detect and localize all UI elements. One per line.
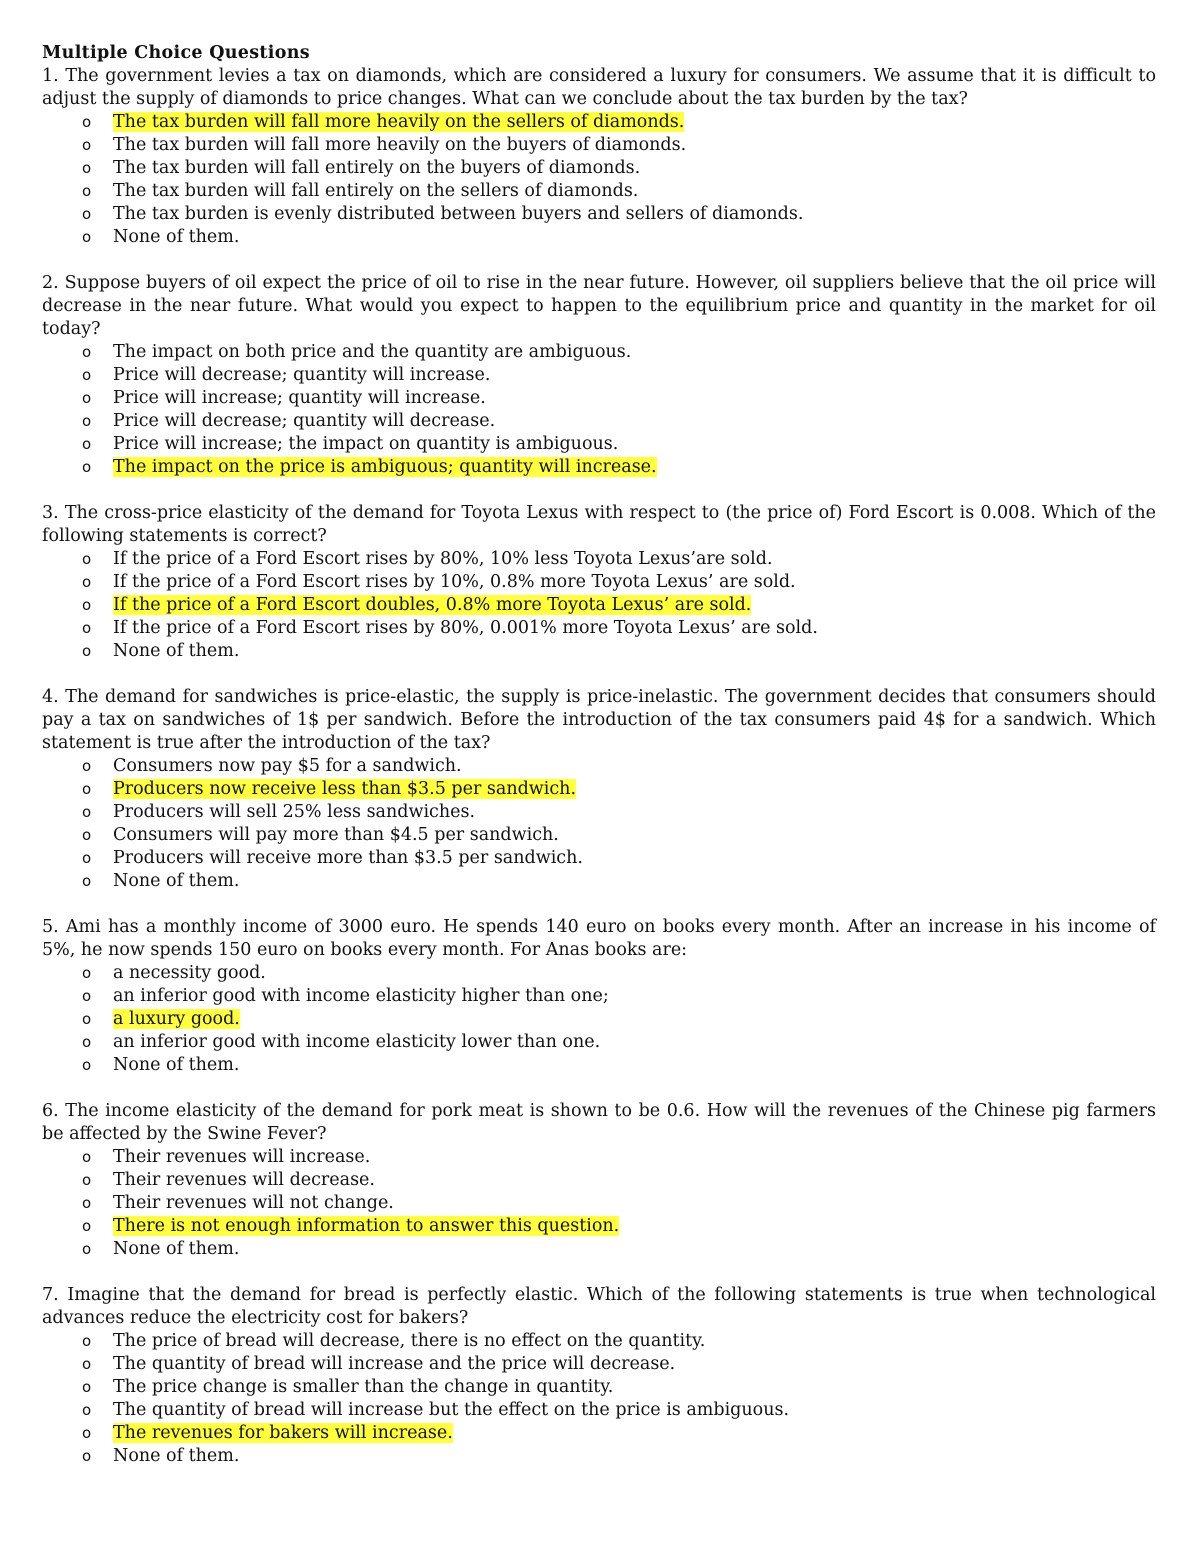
answer-option-text: The price of bread will decrease, there is no effect on the quantity. [113,1331,706,1351]
answer-option-text: Their revenues will decrease. [113,1170,375,1190]
bullet-icon: o [82,1033,92,1051]
answer-option [42,571,1156,594]
question-stem: 1. The government levies a tax on diamonds, which are considered a luxury for consumers. We assume that it is difficult to adjust the supply of diamonds to price changes. What can we conclude about the tax burden by the tax? [42,66,1156,109]
answer-options [42,1146,1156,1261]
answer-option-text: Consumers now pay $5 for a sandwich. [113,756,462,776]
answer-option [42,824,1156,847]
bullet-icon: o [82,1056,92,1074]
bullet-icon: o [82,366,92,384]
answer-option [42,548,1156,571]
answer-option [42,985,1156,1008]
answer-option [42,870,1156,893]
answer-option-highlighted [42,594,1156,617]
bullet-icon: o [82,159,92,177]
bullet-icon: o [82,1010,92,1028]
answer-option-text: Price will increase; quantity will increase. [113,388,486,408]
bullet-icon: o [82,113,92,131]
bullet-icon: o [82,757,92,775]
answer-option-highlighted [42,1422,1156,1445]
bullet-icon: o [82,1355,92,1373]
answer-option-text: an inferior good with income elasticity higher than one; [113,986,609,1006]
answer-option-text: The tax burden will fall more heavily on the sellers of diamonds. [113,112,685,132]
answer-option-text: Producers will receive more than $3.5 per sandwich. [113,848,583,868]
question-stem: 2. Suppose buyers of oil expect the price of oil to rise in the near future. However, oil suppliers believe that the oil price will decrease in the near future. What would you expect to happen to the equilibrium price and quantity in the market for oil today? [42,273,1156,339]
answer-option-text: The price change is smaller than the change in quantity. [113,1377,614,1397]
question-stem: 6. The income elasticity of the demand for pork meat is shown to be 0.6. How will the revenues of the Chinese pig farmers be affected by the Swine Fever? [42,1101,1156,1144]
answer-option-text: None of them. [113,1446,240,1466]
answer-option [42,1399,1156,1422]
question-4 [42,686,1156,893]
answer-option-text: If the price of a Ford Escort doubles, 0.8% more Toyota Lexus’ are sold. [113,595,752,615]
answer-option-text: Their revenues will not change. [113,1193,394,1213]
answer-option [42,1330,1156,1353]
answer-option-text: The impact on the price is ambiguous; quantity will increase. [113,457,657,477]
answer-option [42,410,1156,433]
answer-option-text: The quantity of bread will increase but the effect on the price is ambiguous. [113,1400,790,1420]
answer-option-text: There is not enough information to answer this question. [113,1216,620,1236]
answer-option-highlighted [42,778,1156,801]
question-5 [42,916,1156,1077]
bullet-icon: o [82,228,92,246]
answer-option [42,1169,1156,1192]
bullet-icon: o [82,826,92,844]
bullet-icon: o [82,1217,92,1235]
answer-option-text: Their revenues will increase. [113,1147,371,1167]
answer-option-text: The impact on both price and the quantity are ambiguous. [113,342,632,362]
bullet-icon: o [82,642,92,660]
question-1 [42,65,1156,249]
answer-options [42,341,1156,479]
answer-option-text: Price will decrease; quantity will increase. [113,365,491,385]
answer-option [42,134,1156,157]
bullet-icon: o [82,849,92,867]
bullet-icon: o [82,1424,92,1442]
answer-option [42,433,1156,456]
bullet-icon: o [82,389,92,407]
answer-option-text: The revenues for bakers will increase. [113,1423,453,1443]
answer-options [42,111,1156,249]
answer-option-text: Price will decrease; quantity will decrease. [113,411,496,431]
bullet-icon: o [82,872,92,890]
answer-option [42,1445,1156,1468]
answer-option [42,1054,1156,1077]
answer-option-text: a luxury good. [113,1009,240,1029]
answer-option [42,364,1156,387]
answer-option [42,1192,1156,1215]
bullet-icon: o [82,458,92,476]
answer-option-text: Producers will sell 25% less sandwiches. [113,802,476,822]
answer-option-text: None of them. [113,227,240,247]
answer-option [42,387,1156,410]
answer-option-text: None of them. [113,871,240,891]
answer-option-text: The tax burden will fall entirely on the sellers of diamonds. [113,181,639,201]
bullet-icon: o [82,964,92,982]
answer-option-text: If the price of a Ford Escort rises by 10%, 0.8% more Toyota Lexus’ are sold. [113,572,796,592]
question-3 [42,502,1156,663]
bullet-icon: o [82,987,92,1005]
answer-option-text: Price will increase; the impact on quantity is ambiguous. [113,434,619,454]
bullet-icon: o [82,1148,92,1166]
answer-option-text: The tax burden will fall more heavily on the buyers of diamonds. [113,135,687,155]
bullet-icon: o [82,803,92,821]
bullet-icon: o [82,550,92,568]
bullet-icon: o [82,343,92,361]
answer-option-text: The tax burden will fall entirely on the buyers of diamonds. [113,158,641,178]
answer-option [42,755,1156,778]
question-stem: 7. Imagine that the demand for bread is perfectly elastic. Which of the following statements is true when technological advances reduce the electricity cost for bakers? [42,1285,1156,1328]
answer-option [42,1031,1156,1054]
answer-option-text: None of them. [113,1055,240,1075]
answer-options [42,1330,1156,1468]
question-stem: 3. The cross-price elasticity of the demand for Toyota Lexus with respect to (the price of) Ford Escort is 0.008. Which of the following statements is correct? [42,503,1156,546]
answer-option-highlighted [42,1008,1156,1031]
bullet-icon: o [82,596,92,614]
question-list [42,65,1156,1468]
answer-options [42,548,1156,663]
bullet-icon: o [82,1401,92,1419]
answer-option-text: If the price of a Ford Escort rises by 80%, 10% less Toyota Lexus’are sold. [113,549,773,569]
answer-option-highlighted [42,456,1156,479]
question-stem: 4. The demand for sandwiches is price-elastic, the supply is price-inelastic. The government decides that consumers should pay a tax on sandwiches of 1$ per sandwich. Before the introduction of the tax consumers paid 4$ for a sandwich. Which statement is true after the introduction of the tax? [42,687,1156,753]
bullet-icon: o [82,573,92,591]
answer-option-text: a necessity good. [113,963,266,983]
bullet-icon: o [82,1378,92,1396]
question-7 [42,1284,1156,1468]
answer-option [42,226,1156,249]
bullet-icon: o [82,182,92,200]
bullet-icon: o [82,1171,92,1189]
answer-option-text: The tax burden is evenly distributed between buyers and sellers of diamonds. [113,204,804,224]
bullet-icon: o [82,780,92,798]
question-stem: 5. Ami has a monthly income of 3000 euro. He spends 140 euro on books every month. After an increase in his income of 5%, he now spends 150 euro on books every month. For Anas books are: [42,917,1156,960]
answer-option [42,1146,1156,1169]
bullet-icon: o [82,1332,92,1350]
answer-option [42,617,1156,640]
bullet-icon: o [82,1240,92,1258]
answer-option-text: Producers now receive less than $3.5 per sandwich. [113,779,577,799]
answer-option-highlighted [42,111,1156,134]
answer-option-text: The quantity of bread will increase and the price will decrease. [113,1354,676,1374]
bullet-icon: o [82,205,92,223]
answer-option [42,180,1156,203]
answer-option [42,203,1156,226]
bullet-icon: o [82,1447,92,1465]
bullet-icon: o [82,619,92,637]
answer-option [42,847,1156,870]
answer-option [42,801,1156,824]
question-2 [42,272,1156,479]
answer-option-text: Consumers will pay more than $4.5 per sandwich. [113,825,559,845]
answer-option [42,962,1156,985]
answer-option-text: If the price of a Ford Escort rises by 80%, 0.001% more Toyota Lexus’ are sold. [113,618,818,638]
answer-option [42,341,1156,364]
question-6 [42,1100,1156,1261]
bullet-icon: o [82,435,92,453]
bullet-icon: o [82,412,92,430]
document-page [42,42,1156,1491]
document-title: Multiple Choice Questions [42,43,310,63]
answer-option-text: None of them. [113,641,240,661]
answer-option [42,1376,1156,1399]
answer-option [42,157,1156,180]
answer-option-highlighted [42,1215,1156,1238]
answer-option-text: an inferior good with income elasticity lower than one. [113,1032,601,1052]
answer-option [42,1353,1156,1376]
answer-option-text: None of them. [113,1239,240,1259]
bullet-icon: o [82,136,92,154]
answer-option [42,640,1156,663]
answer-option [42,1238,1156,1261]
bullet-icon: o [82,1194,92,1212]
answer-options [42,962,1156,1077]
answer-options [42,755,1156,893]
